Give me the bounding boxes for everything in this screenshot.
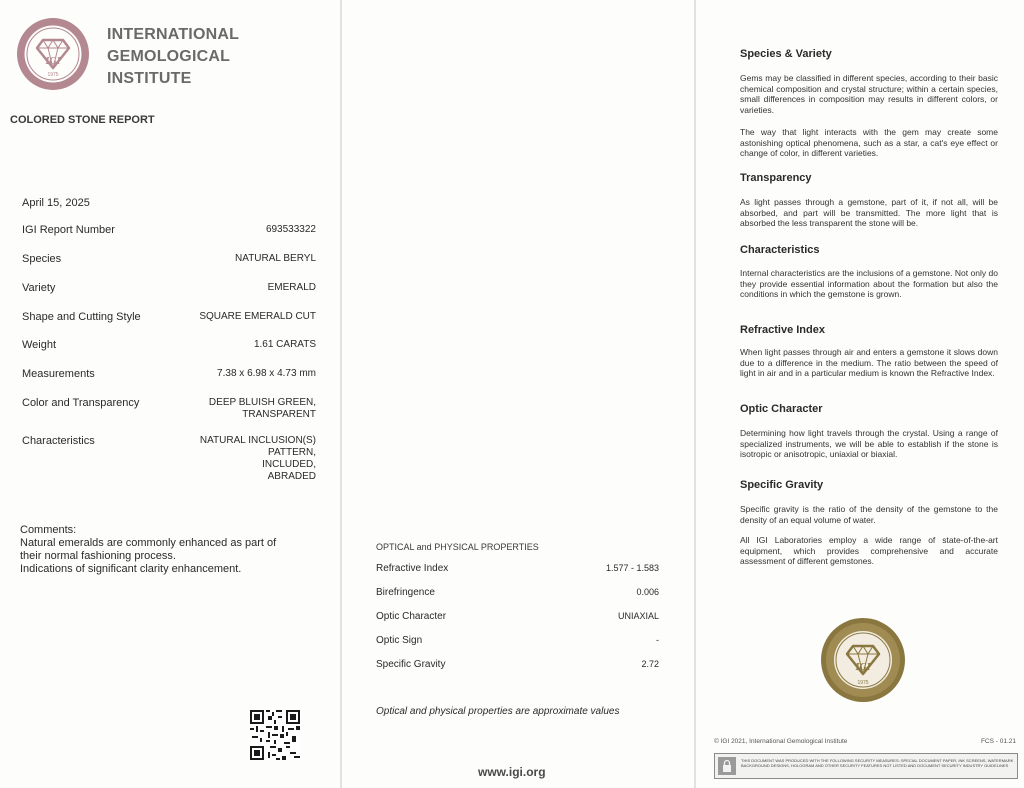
- svg-text:IGI: IGI: [45, 56, 61, 67]
- detail-row: Weight 1.61 CARATS: [22, 339, 316, 351]
- optical-properties-table: [376, 563, 659, 683]
- definition-heading: Transparency: [740, 172, 812, 184]
- comments-section: Comments: Natural emeralds are commonly enhanced as part of their normal fashioning process. Indications of significant clarity enhancement.: [20, 524, 277, 575]
- detail-row: Measurements 7.38 x 6.98 x 4.73 mm: [22, 368, 316, 380]
- optical-row: Birefringence 0.006: [376, 587, 659, 598]
- igi-seal-logo: [11, 12, 95, 96]
- report-date: April 15, 2025: [22, 197, 90, 209]
- definition-heading: Optic Character: [740, 403, 823, 415]
- optical-row: Optic Sign -: [376, 635, 659, 646]
- security-notice: THIS DOCUMENT WAS PRODUCED WITH THE FOLLOWING SECURITY MEASURES: SPECIAL DOCUMENT PAPER, INK SCREENS, WATERMARK BACKGROUND DESIGNS, HOLOGRAM AND OTHER SECURITY FEATURES NOT LISTED AND DOCUMENT SECURITY INDUSTRY GUIDELINES: [714, 753, 1018, 779]
- detail-row: Color and Transparency DEEP BLUISH GREEN, TRANSPARENT: [22, 397, 316, 420]
- definition-text: Internal characteristics are the inclusions of a gemstone. Not only do they provide essential information about the formation but also the conditions in which the gemstone is grown.: [740, 268, 998, 299]
- report-details: [22, 224, 316, 495]
- svg-text:1975: 1975: [857, 680, 869, 686]
- security-lock-icon: [718, 757, 736, 775]
- fold-line: [694, 0, 696, 788]
- svg-text:IGI: IGI: [855, 662, 871, 673]
- definition-heading: Characteristics: [740, 244, 820, 256]
- qr-code[interactable]: [250, 710, 300, 760]
- detail-row: IGI Report Number 693533322: [22, 224, 316, 236]
- definition-heading: Species & Variety: [740, 48, 832, 60]
- detail-row: Shape and Cutting Style SQUARE EMERALD CUT: [22, 311, 316, 323]
- definition-text: Determining how light travels through the crystal. Using a range of specialized instruments, we will be able to establish if the stone is isotropic or anisotropic, uniaxial or biaxial.: [740, 428, 998, 459]
- detail-row: Characteristics NATURAL INCLUSION(S) PATTERN, INCLUDED, ABRADED: [22, 435, 316, 482]
- fold-line: [340, 0, 342, 788]
- definition-text: All IGI Laboratories employ a wide range of state-of-the-art equipment, which provides comprehensive and accurate assessment of different gemstones.: [740, 535, 998, 566]
- definition-text: The way that light interacts with the gem may create some astonishing optical phenomena, such as a star, a cat's eye effect or change of color, in different varieties.: [740, 127, 998, 158]
- detail-row: Variety EMERALD: [22, 282, 316, 294]
- definition-text: Specific gravity is the ratio of the density of the gemstone to the density of an equal volume of water.: [740, 504, 998, 525]
- definition-text: As light passes through a gemstone, part of it, if not all, will be absorbed, and part will be transmitted. The more light that is absorbed the less transparent the stone will be.: [740, 197, 998, 228]
- copyright-text: © IGI 2021, International Gemological Institute: [714, 738, 848, 745]
- optical-row: Specific Gravity 2.72: [376, 659, 659, 670]
- optical-row: Refractive Index 1.577 - 1.583: [376, 563, 659, 574]
- institute-name: INTERNATIONAL GEMOLOGICAL INSTITUTE: [107, 26, 240, 87]
- form-code: FCS - 01.21: [980, 738, 1016, 745]
- report-type-title: COLORED STONE REPORT: [10, 114, 155, 126]
- optical-row: Optic Character UNIAXIAL: [376, 611, 659, 622]
- website-link[interactable]: www.igi.org: [478, 765, 546, 779]
- definition-text: Gems may be classified in different species, according to their basic chemical composition and crystal structure; within a certain species, small differences in composition may results in different colors, or varieties.: [740, 73, 998, 115]
- detail-row: Species NATURAL BERYL: [22, 253, 316, 265]
- optical-note: Optical and physical properties are approximate values: [376, 706, 620, 717]
- optical-properties-title: OPTICAL and PHYSICAL PROPERTIES: [376, 542, 539, 552]
- definition-heading: Refractive Index: [740, 324, 825, 336]
- definition-text: When light passes through air and enters a gemstone it slows down due to a difference in the medium. The ratio between the speed of light in air and in a particular medium is known the Refractive Index.: [740, 347, 998, 378]
- svg-text:1975: 1975: [47, 72, 59, 78]
- definition-heading: Specific Gravity: [740, 479, 824, 491]
- igi-gold-seal: [819, 616, 907, 704]
